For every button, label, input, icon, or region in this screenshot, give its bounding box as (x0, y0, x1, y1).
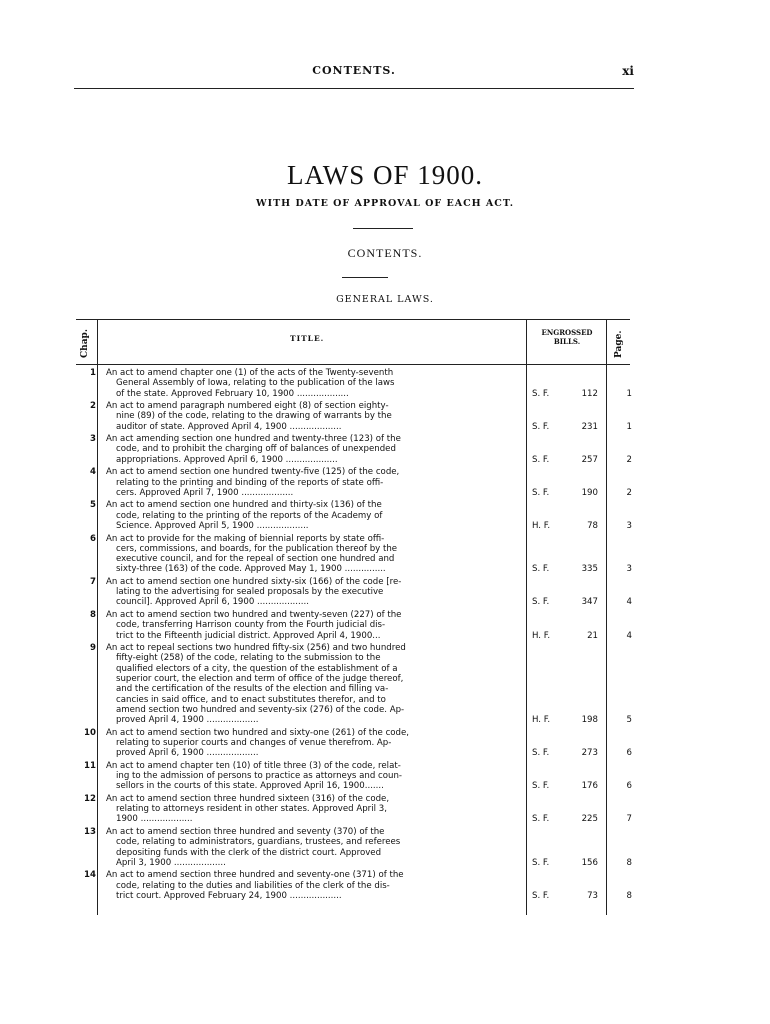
bill-house: S. F. (532, 781, 550, 792)
act-title-line: executive council, and for the repeal of section one hundred and (116, 554, 395, 565)
act-title-line: An act to amend section three hundred and seventy (370) of the (106, 827, 385, 837)
act-title (106, 500, 526, 531)
act-title-line: An act to repeal sections two hundred fifty-six (256) and two hundred (106, 643, 406, 654)
table-row (84, 870, 644, 901)
act-title-line: An act to amend paragraph numbered eight (8) of section eighty- (106, 401, 389, 412)
act-title-line: appropriations. Approved April 6, 1900 ................... (116, 454, 338, 465)
act-title-line: An act to amend section three hundred and seventy-one (371) of the (106, 870, 404, 881)
act-title (106, 794, 526, 825)
act-title (106, 368, 526, 399)
page-ref: 1 (626, 421, 632, 432)
act-title (106, 534, 526, 575)
chapter-number: 6 (90, 533, 96, 544)
chapter-number: 8 (90, 610, 96, 620)
page-ref: 4 (626, 597, 632, 608)
act-title-line: auditor of state. Approved April 4, 1900 ................... (116, 421, 342, 432)
act-title-line: proved April 4, 1900 ................... (116, 715, 259, 726)
table-row (84, 643, 644, 725)
act-title-line: 1900 ................... (116, 814, 193, 825)
chapter-number: 13 (84, 827, 96, 837)
act-title-line: trict court. Approved February 24, 1900 ................... (116, 890, 342, 901)
table-row (84, 534, 644, 575)
bill-number: 273 (581, 748, 598, 759)
page-ref: 7 (626, 814, 632, 825)
act-title (106, 434, 526, 465)
table-row (84, 434, 644, 465)
act-title-line: lating to the advertising for sealed proposals by the executive (116, 587, 384, 598)
page-ref: 5 (626, 715, 632, 726)
act-title-line: An act to amend chapter ten (10) of title three (3) of the code, relat- (106, 760, 401, 771)
act-title (106, 401, 526, 432)
bill-house: H. F. (532, 715, 551, 726)
act-title-line: and the certification of the results of the election and filling va- (116, 684, 389, 695)
table-header-rule (76, 364, 630, 365)
bill-house: S. F. (532, 388, 550, 399)
act-title-line: code, relating to the printing of the reports of the Academy of (116, 510, 383, 521)
table-row (84, 610, 644, 641)
chapter-number: 11 (84, 760, 96, 771)
act-title-line: cers, commissions, and boards, for the publication thereof by the (116, 543, 398, 554)
act-title-line: code, transferring Harrison county from the Fourth judicial dis- (116, 620, 386, 631)
chapter-number: 7 (90, 576, 96, 587)
act-title-line: An act to amend section two hundred and twenty-seven (227) of the (106, 610, 402, 620)
act-title-line: An act amending section one hundred and twenty-three (123) of the (106, 434, 401, 445)
act-title-line: amend section two hundred and seventy-six (276) of the code. Ap- (116, 704, 405, 715)
act-title-line: proved April 6, 1900 ................... (116, 748, 259, 759)
page-ref: 2 (626, 454, 632, 465)
chapter-number: 5 (90, 500, 96, 511)
chapter-number: 9 (90, 643, 96, 654)
act-title-line: An act to amend section one hundred and thirty-six (136) of the (106, 500, 382, 511)
bill-house: S. F. (532, 487, 550, 498)
column-header-title: TITLE. (290, 334, 325, 343)
section-title: CONTENTS. (347, 246, 423, 260)
act-title-line: qualified electors of a city, the question of the establishment of a (116, 663, 398, 674)
bill-house: S. F. (532, 454, 550, 465)
bill-house: S. F. (532, 597, 550, 608)
table-row (84, 368, 644, 399)
act-title-line: relating to attorneys resident in other states. Approved April 3, (116, 804, 387, 815)
bill-number: 112 (581, 388, 598, 399)
bill-number: 156 (581, 857, 598, 868)
header-rule (74, 88, 634, 89)
page-ref: 6 (626, 781, 632, 792)
bill-house: S. F. (532, 857, 550, 868)
bill-house: H. F. (532, 520, 551, 531)
act-title-line: depositing funds with the clerk of the district court. Approved (116, 847, 382, 858)
act-title (106, 827, 526, 868)
main-title: LAWS OF 1900. (286, 160, 484, 190)
bill-house: S. F. (532, 890, 550, 901)
table-row (84, 467, 644, 498)
chapter-number: 4 (90, 467, 96, 478)
act-title-line: ing to the admission of persons to practice as attorneys and coun- (116, 771, 403, 782)
act-title-line: An act to provide for the making of biennial reports by state offi- (106, 533, 385, 544)
act-title-line: An act to amend section three hundred sixteen (316) of the code, (106, 793, 390, 804)
act-title-line: cers. Approved April 7, 1900 ................... (116, 487, 294, 498)
act-title (106, 643, 526, 725)
bill-number: 78 (587, 520, 598, 531)
column-header-chap: Chap. (80, 329, 90, 358)
bill-number: 190 (581, 487, 598, 498)
act-title-line: relating to superior courts and changes of venue therefrom. Ap- (116, 737, 392, 748)
table-row (84, 577, 644, 608)
act-title-line: relating to the printing and binding of the reports of state offi- (116, 477, 384, 488)
bill-number: 347 (581, 597, 598, 608)
act-title (106, 761, 526, 792)
bill-number: 225 (581, 814, 598, 825)
act-title-line: cancies in said office, and to enact substitutes therefor, and to (116, 694, 386, 705)
table-row (84, 401, 644, 432)
page-ref: 4 (626, 630, 632, 641)
bill-number: 335 (581, 564, 598, 575)
table-top-rule (76, 319, 630, 320)
table-row (84, 827, 644, 868)
act-title-line: code, and to prohibit the charging off of balances of unexpended (116, 444, 396, 455)
page-number: xi (622, 64, 634, 78)
act-title (106, 610, 526, 641)
page-ref: 6 (626, 748, 632, 759)
page-ref: 8 (626, 890, 632, 901)
act-title-line: council]. Approved April 6, 1900 ................... (116, 597, 309, 608)
bill-number: 231 (581, 421, 598, 432)
act-title-line: superior court, the election and term of office of the judge thereof, (116, 673, 404, 684)
act-title-line: sixty-three (163) of the code. Approved May 1, 1900 ............... (116, 564, 386, 575)
act-title-line: An act to amend chapter one (1) of the acts of the Twenty-seventh (106, 368, 394, 378)
column-header-page: Page. (614, 330, 624, 358)
act-title-line: sellors in the courts of this state. Approved April 16, 1900....... (116, 781, 384, 792)
bill-number: 257 (581, 454, 598, 465)
act-title (106, 467, 526, 498)
act-title-line: An act to amend section one hundred sixty-six (166) of the code [re- (106, 576, 402, 587)
page-ref: 1 (626, 388, 632, 399)
act-title-line: Science. Approved April 5, 1900 ................... (116, 520, 309, 531)
act-title-line: of the state. Approved February 10, 1900 ................... (116, 388, 349, 399)
bill-number: 21 (587, 630, 598, 641)
chapter-number: 10 (84, 727, 96, 738)
page-ref: 3 (626, 520, 632, 531)
bill-house: S. F. (532, 421, 550, 432)
table-row (84, 794, 644, 825)
bill-house: H. F. (532, 630, 551, 641)
running-title: CONTENTS. (312, 64, 396, 77)
act-title-line: General Assembly of Iowa, relating to the publication of the laws (116, 378, 395, 389)
act-title-line: April 3, 1900 ................... (116, 857, 226, 868)
act-title-line: code, relating to administrators, guardians, trustees, and referees (116, 837, 401, 848)
bill-number: 73 (587, 890, 598, 901)
running-head (74, 64, 634, 84)
page-ref: 8 (626, 857, 632, 868)
chapter-number: 12 (84, 793, 96, 804)
table-row (84, 761, 644, 792)
divider-rule (342, 277, 388, 278)
act-title-line: code, relating to the duties and liabilities of the clerk of the dis- (116, 880, 390, 891)
page-ref: 3 (626, 564, 632, 575)
chapter-number: 3 (90, 434, 96, 445)
act-title-line: An act to amend section two hundred and sixty-one (261) of the code, (106, 727, 410, 738)
act-title (106, 870, 526, 901)
act-title (106, 728, 526, 759)
chapter-number: 1 (90, 368, 96, 378)
bill-house: S. F. (532, 564, 550, 575)
category-heading: GENERAL LAWS. (336, 294, 434, 305)
act-title (106, 577, 526, 608)
divider-rule (353, 228, 413, 229)
bill-house: S. F. (532, 748, 550, 759)
act-title-line: An act to amend section one hundred twenty-five (125) of the code, (106, 467, 400, 478)
table-row (84, 728, 644, 759)
chapter-number: 2 (90, 401, 96, 412)
bill-house: S. F. (532, 814, 550, 825)
bill-number: 198 (581, 715, 598, 726)
act-title-line: nine (89) of the code, relating to the drawing of warrants by the (116, 411, 392, 422)
column-header-bills: ENGROSSED BILLS. (541, 328, 593, 346)
table-row (84, 500, 644, 531)
bill-number: 176 (581, 781, 598, 792)
subtitle: WITH DATE OF APPROVAL OF EACH ACT. (255, 198, 515, 209)
act-title-line: trict to the Fifteenth judicial district. Approved April 4, 1900... (116, 630, 381, 641)
chapter-number: 14 (84, 870, 96, 881)
page-ref: 2 (626, 487, 632, 498)
act-title-line: fifty-eight (258) of the code, relating to the submission to the (116, 653, 381, 664)
